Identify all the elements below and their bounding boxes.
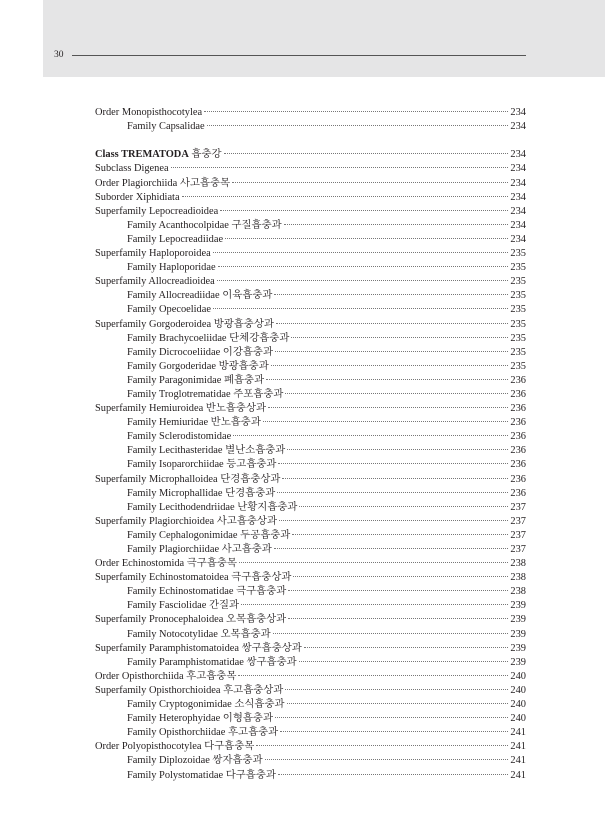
toc-entry-title: Family Echinostomatidae 극구흡충과 bbox=[127, 586, 287, 598]
dot-leader bbox=[171, 167, 509, 168]
toc-entry-page: 235 bbox=[510, 304, 526, 316]
toc-entry-page: 239 bbox=[510, 656, 526, 668]
toc-entry-title: Family Gorgoderidae 방광흡충과 bbox=[127, 360, 269, 372]
toc-entry-page: 240 bbox=[510, 699, 526, 711]
toc-entry[interactable] bbox=[95, 318, 526, 332]
dot-leader bbox=[304, 647, 509, 648]
toc-entry-page: 234 bbox=[510, 163, 526, 175]
table-of-contents bbox=[95, 106, 526, 783]
toc-entry[interactable] bbox=[95, 740, 526, 754]
toc-entry[interactable] bbox=[95, 148, 526, 162]
toc-entry-title: Order Monopisthocotylea bbox=[95, 107, 203, 118]
dot-leader bbox=[282, 478, 508, 479]
toc-entry-title: Family Polystomatidae 다구흡충과 bbox=[127, 769, 276, 781]
toc-entry[interactable] bbox=[95, 106, 526, 120]
dot-leader bbox=[266, 379, 508, 380]
toc-entry[interactable] bbox=[95, 501, 526, 515]
toc-entry[interactable] bbox=[95, 430, 526, 444]
dot-leader bbox=[278, 463, 508, 464]
toc-entry[interactable] bbox=[95, 698, 526, 712]
toc-entry-page: 235 bbox=[510, 346, 526, 358]
toc-entry-title: Family Paragonimidae 폐흡충과 bbox=[127, 374, 265, 386]
dot-leader bbox=[256, 745, 508, 746]
dot-leader bbox=[288, 618, 508, 619]
toc-entry[interactable] bbox=[95, 529, 526, 543]
toc-entry[interactable] bbox=[95, 656, 526, 670]
dot-leader bbox=[241, 604, 508, 605]
toc-entry-page: 239 bbox=[510, 642, 526, 654]
toc-entry-title: Suborder Xiphidiata bbox=[95, 191, 180, 203]
toc-entry[interactable] bbox=[95, 247, 526, 261]
toc-entry-title: Family Isoparorchiidae 등고흡충과 bbox=[127, 459, 277, 471]
toc-entry[interactable] bbox=[95, 712, 526, 726]
toc-entry-title: Order Echinostomida 극구흡충목 bbox=[95, 558, 237, 570]
toc-entry[interactable] bbox=[95, 543, 526, 557]
dot-leader bbox=[291, 337, 508, 338]
toc-entry-page: 238 bbox=[510, 558, 526, 570]
dot-leader bbox=[280, 731, 508, 732]
toc-entry-page: 234 bbox=[510, 177, 526, 189]
dot-leader bbox=[279, 520, 508, 521]
dot-leader bbox=[292, 534, 508, 535]
toc-entry-title: Family Sclerodistomidae bbox=[127, 431, 232, 443]
toc-entry-title: Order Polyopisthocotylea 다구흡충목 bbox=[95, 741, 255, 753]
toc-entry-page: 241 bbox=[510, 741, 526, 753]
dot-leader bbox=[288, 590, 508, 591]
toc-entry-title-rest: 흡충강 bbox=[188, 149, 222, 161]
toc-entry-title: Family Cephalogonimidae 두공흡충과 bbox=[127, 529, 291, 541]
toc-entry-title: Family Lepocreadiidae bbox=[127, 233, 224, 245]
toc-entry-title: Family Lecithodendriidae 난황지흡충과 bbox=[127, 501, 298, 513]
toc-entry[interactable] bbox=[95, 613, 526, 627]
toc-entry-page: 234 bbox=[510, 233, 526, 245]
toc-entry-page: 235 bbox=[510, 332, 526, 344]
toc-entry[interactable] bbox=[95, 346, 526, 360]
dot-leader bbox=[278, 774, 509, 775]
toc-entry-page: 238 bbox=[510, 572, 526, 584]
toc-entry[interactable] bbox=[95, 515, 526, 529]
toc-entry-title: Family Lecithasteridae 별난소흡충과 bbox=[127, 445, 286, 457]
toc-entry-page: 237 bbox=[510, 544, 526, 555]
toc-entry-page: 234 bbox=[510, 191, 526, 203]
toc-entry-page: 235 bbox=[510, 360, 526, 372]
toc-entry-page: 239 bbox=[510, 600, 526, 612]
dot-leader bbox=[271, 365, 509, 366]
dot-leader bbox=[238, 675, 508, 676]
toc-entry[interactable] bbox=[95, 754, 526, 768]
dot-leader bbox=[287, 449, 508, 450]
toc-entry[interactable] bbox=[95, 303, 526, 317]
dot-leader bbox=[182, 196, 509, 197]
toc-entry-page: 237 bbox=[510, 501, 526, 513]
toc-entry[interactable] bbox=[95, 402, 526, 416]
toc-entry[interactable] bbox=[95, 444, 526, 458]
toc-entry[interactable] bbox=[95, 585, 526, 599]
toc-entry-title: Family Microphallidae 단경흡충과 bbox=[127, 487, 276, 499]
toc-entry-title: Superfamily Pronocephaloidea 오목흡충상과 bbox=[95, 614, 287, 626]
dot-leader bbox=[207, 125, 509, 126]
toc-entry-title: Superfamily Opisthorchioidea 후고흡충상과 bbox=[95, 684, 284, 696]
toc-entry-title: Family Capsalidae bbox=[127, 121, 205, 133]
toc-entry-page: 234 bbox=[510, 149, 526, 161]
toc-entry-title: Family Haploporidae bbox=[127, 262, 216, 274]
toc-entry[interactable] bbox=[95, 120, 526, 134]
toc-entry-title: Family Paramphistomatidae 쌍구흡충과 bbox=[127, 656, 297, 668]
dot-leader bbox=[239, 562, 508, 563]
dot-leader bbox=[218, 266, 509, 267]
toc-entry-page: 241 bbox=[510, 727, 526, 739]
dot-leader bbox=[284, 224, 509, 225]
toc-entry-title: Superfamily Lepocreadioidea bbox=[95, 205, 219, 217]
toc-entry[interactable] bbox=[95, 289, 526, 303]
toc-entry-title: Family Cryptogonimidae 소식흡충과 bbox=[127, 699, 285, 711]
dot-leader bbox=[274, 548, 509, 549]
toc-entry-title: Family Dicrocoeliidae 이강흡충과 bbox=[127, 346, 273, 358]
toc-entry-title: Family Diplozoidae 쌍자흡충과 bbox=[127, 755, 263, 767]
toc-entry[interactable] bbox=[95, 332, 526, 346]
toc-entry-page: 236 bbox=[510, 374, 526, 386]
toc-entry[interactable] bbox=[95, 670, 526, 684]
toc-entry-title: Family Heterophyidae 이형흡충과 bbox=[127, 713, 273, 725]
toc-entry-title: Family Opisthorchiidae 후고흡충과 bbox=[127, 727, 279, 739]
dot-leader bbox=[287, 703, 509, 704]
toc-entry-title: Order Opisthorchiida 후고흡충목 bbox=[95, 670, 237, 682]
dot-leader bbox=[274, 294, 508, 295]
toc-entry-page: 241 bbox=[510, 755, 526, 767]
dot-leader bbox=[275, 717, 508, 718]
dot-leader bbox=[273, 633, 509, 634]
toc-entry-page: 237 bbox=[510, 529, 526, 541]
dot-leader bbox=[233, 435, 508, 436]
toc-entry-page: 236 bbox=[510, 403, 526, 415]
toc-entry-title: Superfamily Paramphistomatoidea 쌍구흡충상과 bbox=[95, 642, 302, 654]
toc-entry-title: Superfamily Haploporoidea bbox=[95, 248, 211, 260]
toc-entry-page: 234 bbox=[510, 121, 526, 133]
toc-entry[interactable] bbox=[95, 458, 526, 472]
toc-entry[interactable] bbox=[95, 261, 526, 275]
toc-entry[interactable] bbox=[95, 557, 526, 571]
toc-entry-page: 240 bbox=[510, 713, 526, 725]
dot-leader bbox=[225, 238, 508, 239]
toc-entry-page: 238 bbox=[510, 586, 526, 598]
toc-entry[interactable] bbox=[95, 726, 526, 740]
dot-leader bbox=[299, 661, 509, 662]
toc-entry-title: Family Fasciolidae 간질과 bbox=[127, 600, 240, 612]
toc-entry-title: Family Allocreadiidae 이육흡충과 bbox=[127, 290, 273, 302]
toc-entry-page: 236 bbox=[510, 473, 526, 485]
toc-entry-page: 240 bbox=[510, 670, 526, 682]
toc-entry[interactable] bbox=[95, 177, 526, 191]
toc-entry-page: 240 bbox=[510, 684, 526, 696]
toc-entry-page: 236 bbox=[510, 417, 526, 429]
toc-entry-title: Subclass Digenea bbox=[95, 163, 169, 175]
toc-entry-page: 236 bbox=[510, 459, 526, 471]
toc-entry-title: Family Hemiuridae 반노흡충과 bbox=[127, 417, 261, 429]
toc-entry[interactable] bbox=[95, 388, 526, 402]
toc-entry-page: 237 bbox=[510, 515, 526, 527]
toc-entry-title: Superfamily Microphalloidea 단경흡충상과 bbox=[95, 473, 281, 485]
dot-leader bbox=[276, 323, 508, 324]
toc-entry-title: Family Notocotylidae 오목흡충과 bbox=[127, 628, 271, 640]
toc-entry[interactable] bbox=[95, 275, 526, 289]
toc-entry-title: Superfamily Hemiuroidea 반노흡충상과 bbox=[95, 403, 267, 415]
toc-entry[interactable] bbox=[95, 360, 526, 374]
toc-entry-page: 239 bbox=[510, 628, 526, 640]
toc-entry-page: 235 bbox=[510, 262, 526, 274]
toc-entry-page: 239 bbox=[510, 614, 526, 626]
dot-leader bbox=[220, 210, 508, 211]
toc-entry[interactable] bbox=[95, 162, 526, 176]
toc-entry-page: 234 bbox=[510, 205, 526, 217]
toc-entry-page: 236 bbox=[510, 445, 526, 457]
toc-entry[interactable] bbox=[95, 416, 526, 430]
toc-entry-page: 235 bbox=[510, 318, 526, 330]
toc-entry-page: 235 bbox=[510, 276, 526, 288]
dot-leader bbox=[224, 153, 509, 154]
dot-leader bbox=[285, 393, 508, 394]
toc-entry[interactable] bbox=[95, 473, 526, 487]
toc-entry-title-bold: Class TREMATODA bbox=[95, 149, 189, 161]
toc-entry[interactable] bbox=[95, 642, 526, 656]
dot-leader bbox=[268, 407, 508, 408]
toc-entry-page: 236 bbox=[510, 431, 526, 443]
dot-leader bbox=[232, 182, 508, 183]
dot-leader bbox=[293, 576, 508, 577]
dot-leader bbox=[204, 111, 508, 112]
toc-entry[interactable] bbox=[95, 571, 526, 585]
toc-entry[interactable] bbox=[95, 487, 526, 501]
page-header-band bbox=[43, 0, 605, 77]
dot-leader bbox=[277, 492, 508, 493]
dot-leader bbox=[263, 421, 509, 422]
toc-entry-page: 235 bbox=[510, 290, 526, 302]
toc-entry-page: 235 bbox=[510, 248, 526, 260]
toc-entry[interactable] bbox=[95, 191, 526, 205]
toc-entry[interactable] bbox=[95, 769, 526, 783]
toc-entry-title: Family Acanthocolpidae 구질흡충과 bbox=[127, 219, 282, 231]
page-number: 30 bbox=[54, 50, 64, 60]
toc-entry[interactable] bbox=[95, 205, 526, 219]
toc-entry-title bbox=[95, 148, 222, 162]
toc-entry[interactable] bbox=[95, 628, 526, 642]
toc-entry[interactable] bbox=[95, 599, 526, 613]
dot-leader bbox=[217, 280, 509, 281]
dot-leader bbox=[213, 252, 509, 253]
toc-entry-title: Family Plagiorchiidae 사고흡충과 bbox=[127, 544, 272, 555]
toc-entry-page: 241 bbox=[510, 769, 526, 781]
dot-leader bbox=[213, 308, 508, 309]
toc-entry-title: Order Plagiorchiida 사고흡충목 bbox=[95, 177, 231, 189]
toc-entry[interactable] bbox=[95, 219, 526, 233]
toc-entry-title: Superfamily Echinostomatoidea 극구흡충상과 bbox=[95, 572, 292, 584]
toc-entry-title: Superfamily Plagiorchioidea 사고흡충상과 bbox=[95, 515, 277, 527]
toc-entry-title: Superfamily Allocreadioidea bbox=[95, 276, 215, 288]
toc-entry-title: Family Troglotrematidae 주포흡충과 bbox=[127, 388, 284, 400]
toc-entry-page: 236 bbox=[510, 487, 526, 499]
header-rule bbox=[72, 55, 526, 56]
toc-entry[interactable] bbox=[95, 684, 526, 698]
dot-leader bbox=[265, 759, 509, 760]
toc-entry[interactable] bbox=[95, 233, 526, 247]
toc-entry-page: 234 bbox=[510, 107, 526, 118]
toc-entry-page: 236 bbox=[510, 388, 526, 400]
toc-entry-title: Family Opecoelidae bbox=[127, 304, 211, 316]
dot-leader bbox=[299, 506, 508, 507]
toc-entry-title: Family Brachycoeliidae 단체강흡충과 bbox=[127, 332, 290, 344]
toc-entry-title: Superfamily Gorgoderoidea 방광흡충상과 bbox=[95, 318, 274, 330]
dot-leader bbox=[275, 351, 508, 352]
toc-entry[interactable] bbox=[95, 374, 526, 388]
dot-leader bbox=[285, 689, 508, 690]
toc-entry-page: 234 bbox=[510, 219, 526, 231]
